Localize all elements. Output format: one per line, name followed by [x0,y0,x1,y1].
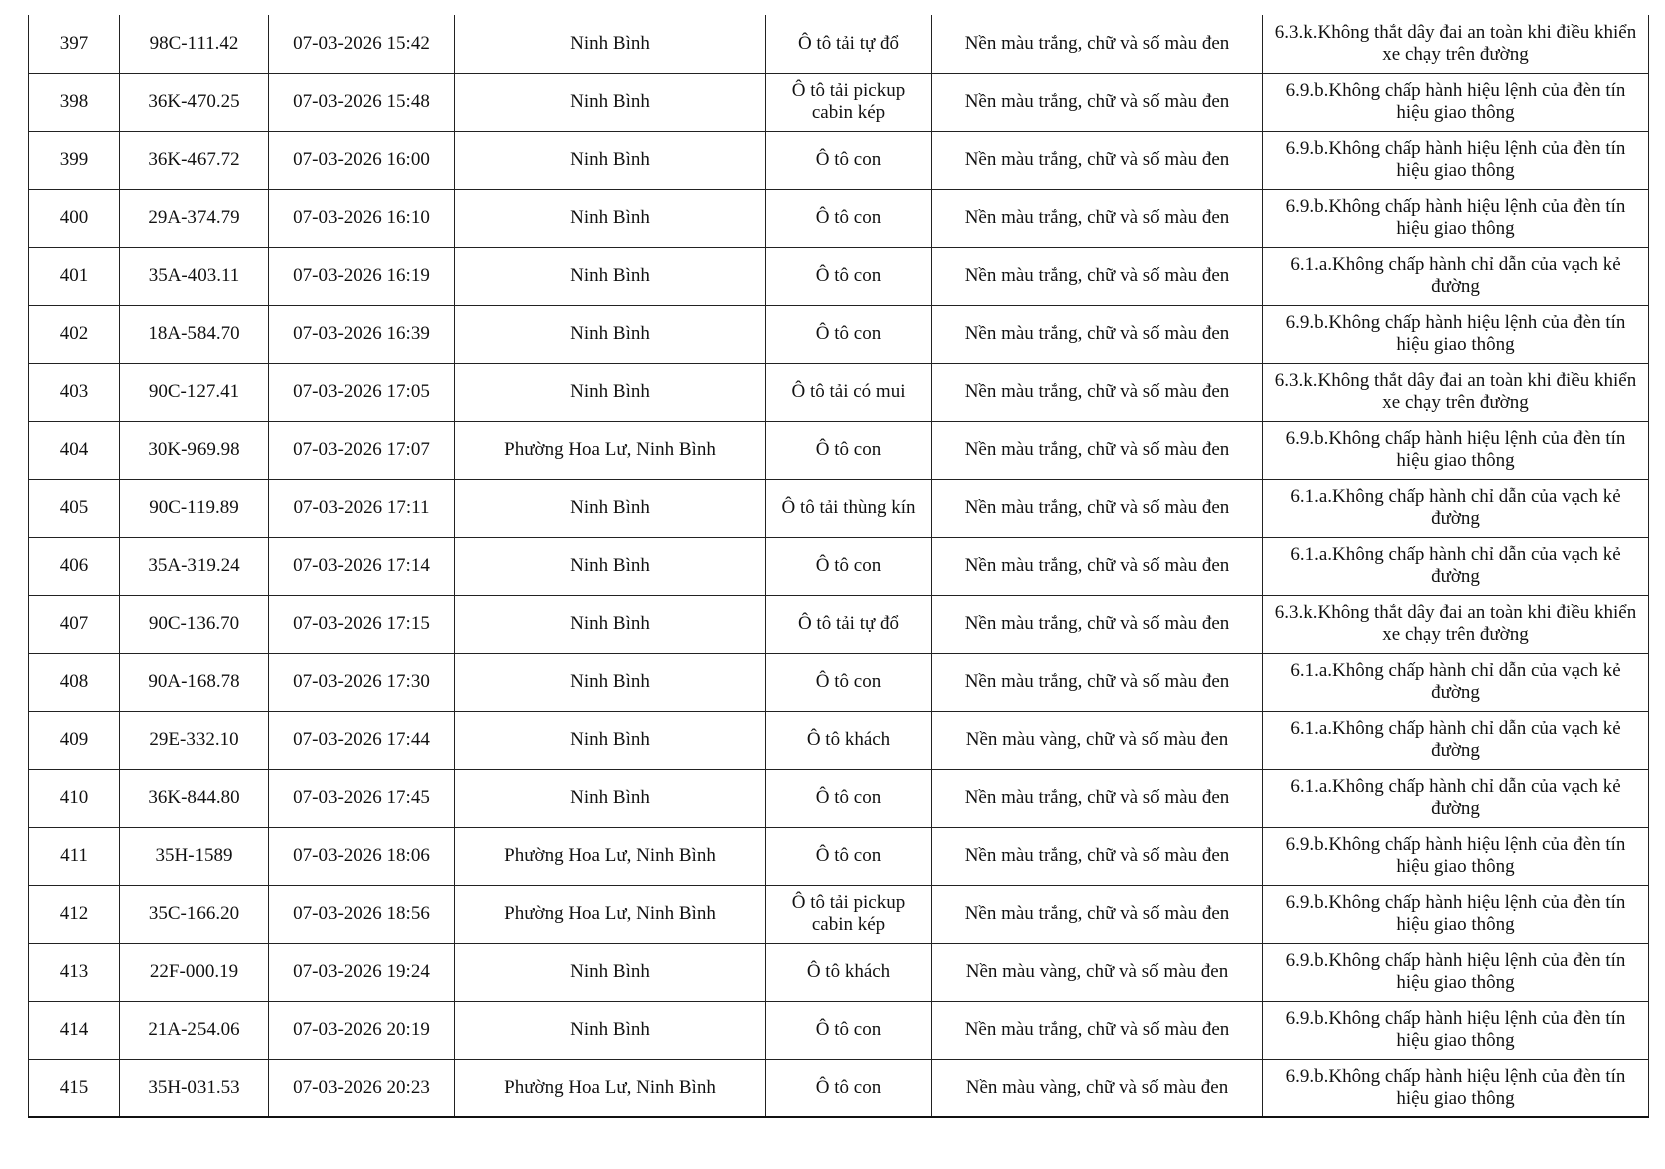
cell-stt: 402 [29,305,120,363]
cell-vehicle-type: Ô tô con [766,1059,932,1117]
cell-violation-time: 07-03-2026 17:15 [269,595,455,653]
cell-plate-color: Nền màu trắng, chữ và số màu đen [932,247,1263,305]
cell-plate-color: Nền màu vàng, chữ và số màu đen [932,1059,1263,1117]
cell-violation: 6.9.b.Không chấp hành hiệu lệnh của đèn tín hiệu giao thông [1263,827,1649,885]
cell-violation-time: 07-03-2026 15:42 [269,15,455,73]
cell-plate-number: 35A-319.24 [120,537,269,595]
table-row [29,653,1649,711]
cell-violation: 6.1.a.Không chấp hành chỉ dẫn của vạch kẻ đường [1263,479,1649,537]
cell-stt: 404 [29,421,120,479]
table-row [29,1059,1649,1117]
cell-location: Phường Hoa Lư, Ninh Bình [455,885,766,943]
cell-plate-color: Nền màu trắng, chữ và số màu đen [932,73,1263,131]
cell-vehicle-type: Ô tô con [766,1001,932,1059]
cell-violation: 6.9.b.Không chấp hành hiệu lệnh của đèn tín hiệu giao thông [1263,1059,1649,1117]
table-row [29,421,1649,479]
cell-vehicle-type: Ô tô tải tự đổ [766,15,932,73]
cell-violation-time: 07-03-2026 17:05 [269,363,455,421]
cell-violation: 6.9.b.Không chấp hành hiệu lệnh của đèn tín hiệu giao thông [1263,131,1649,189]
cell-plate-number: 90A-168.78 [120,653,269,711]
cell-location: Ninh Bình [455,943,766,1001]
cell-stt: 397 [29,15,120,73]
cell-stt: 412 [29,885,120,943]
cell-plate-color: Nền màu trắng, chữ và số màu đen [932,189,1263,247]
cell-violation: 6.9.b.Không chấp hành hiệu lệnh của đèn tín hiệu giao thông [1263,943,1649,1001]
cell-plate-number: 35H-1589 [120,827,269,885]
table-row [29,885,1649,943]
cell-vehicle-type: Ô tô con [766,653,932,711]
cell-stt: 415 [29,1059,120,1117]
cell-plate-color: Nền màu vàng, chữ và số màu đen [932,711,1263,769]
table-row [29,711,1649,769]
cell-violation: 6.1.a.Không chấp hành chỉ dẫn của vạch kẻ đường [1263,711,1649,769]
cell-violation-time: 07-03-2026 18:56 [269,885,455,943]
table-row [29,247,1649,305]
cell-violation-time: 07-03-2026 18:06 [269,827,455,885]
cell-vehicle-type: Ô tô tải pickup cabin kép [766,885,932,943]
cell-violation-time: 07-03-2026 17:30 [269,653,455,711]
cell-violation-time: 07-03-2026 19:24 [269,943,455,1001]
cell-plate-number: 90C-127.41 [120,363,269,421]
cell-location: Ninh Bình [455,479,766,537]
cell-location: Ninh Bình [455,537,766,595]
cell-plate-color: Nền màu trắng, chữ và số màu đen [932,131,1263,189]
cell-violation: 6.9.b.Không chấp hành hiệu lệnh của đèn tín hiệu giao thông [1263,421,1649,479]
table-row [29,189,1649,247]
cell-stt: 405 [29,479,120,537]
cell-plate-number: 36K-470.25 [120,73,269,131]
cell-stt: 409 [29,711,120,769]
table-row [29,537,1649,595]
cell-violation-time: 07-03-2026 20:23 [269,1059,455,1117]
cell-location: Ninh Bình [455,73,766,131]
table-row [29,305,1649,363]
cell-violation: 6.1.a.Không chấp hành chỉ dẫn của vạch kẻ đường [1263,653,1649,711]
cell-location: Ninh Bình [455,363,766,421]
cell-violation-time: 07-03-2026 17:44 [269,711,455,769]
cell-location: Ninh Bình [455,305,766,363]
cell-location: Ninh Bình [455,1001,766,1059]
cell-vehicle-type: Ô tô tải có mui [766,363,932,421]
cell-stt: 408 [29,653,120,711]
cell-plate-color: Nền màu trắng, chữ và số màu đen [932,479,1263,537]
cell-violation-time: 07-03-2026 16:00 [269,131,455,189]
cell-location: Ninh Bình [455,653,766,711]
cell-plate-number: 21A-254.06 [120,1001,269,1059]
table-row [29,363,1649,421]
cell-location: Ninh Bình [455,769,766,827]
cell-plate-number: 22F-000.19 [120,943,269,1001]
cell-plate-number: 90C-119.89 [120,479,269,537]
cell-stt: 407 [29,595,120,653]
cell-violation-time: 07-03-2026 17:45 [269,769,455,827]
cell-violation-time: 07-03-2026 15:48 [269,73,455,131]
table-row [29,1001,1649,1059]
cell-violation-time: 07-03-2026 17:07 [269,421,455,479]
cell-plate-color: Nền màu trắng, chữ và số màu đen [932,421,1263,479]
cell-location: Phường Hoa Lư, Ninh Bình [455,827,766,885]
cell-plate-number: 36K-844.80 [120,769,269,827]
cell-stt: 406 [29,537,120,595]
table-row [29,595,1649,653]
cell-vehicle-type: Ô tô con [766,305,932,363]
cell-vehicle-type: Ô tô khách [766,943,932,1001]
cell-plate-color: Nền màu trắng, chữ và số màu đen [932,537,1263,595]
cell-plate-number: 35H-031.53 [120,1059,269,1117]
cell-plate-number: 29E-332.10 [120,711,269,769]
cell-vehicle-type: Ô tô con [766,247,932,305]
cell-plate-color: Nền màu trắng, chữ và số màu đen [932,1001,1263,1059]
cell-violation: 6.3.k.Không thắt dây đai an toàn khi điều khiển xe chạy trên đường [1263,363,1649,421]
cell-plate-color: Nền màu trắng, chữ và số màu đen [932,595,1263,653]
cell-vehicle-type: Ô tô con [766,421,932,479]
cell-vehicle-type: Ô tô con [766,189,932,247]
cell-plate-number: 18A-584.70 [120,305,269,363]
cell-location: Ninh Bình [455,711,766,769]
cell-stt: 399 [29,131,120,189]
cell-plate-number: 35C-166.20 [120,885,269,943]
cell-violation: 6.1.a.Không chấp hành chỉ dẫn của vạch kẻ đường [1263,247,1649,305]
cell-plate-color: Nền màu trắng, chữ và số màu đen [932,653,1263,711]
cell-stt: 413 [29,943,120,1001]
cell-plate-color: Nền màu trắng, chữ và số màu đen [932,305,1263,363]
cell-location: Ninh Bình [455,131,766,189]
table-row [29,131,1649,189]
cell-vehicle-type: Ô tô con [766,827,932,885]
violations-table [28,15,1649,1118]
cell-location: Phường Hoa Lư, Ninh Bình [455,1059,766,1117]
cell-stt: 414 [29,1001,120,1059]
cell-violation: 6.9.b.Không chấp hành hiệu lệnh của đèn tín hiệu giao thông [1263,885,1649,943]
cell-plate-color: Nền màu vàng, chữ và số màu đen [932,943,1263,1001]
cell-vehicle-type: Ô tô khách [766,711,932,769]
cell-violation: 6.1.a.Không chấp hành chỉ dẫn của vạch kẻ đường [1263,769,1649,827]
cell-location: Ninh Bình [455,247,766,305]
cell-stt: 398 [29,73,120,131]
cell-plate-color: Nền màu trắng, chữ và số màu đen [932,15,1263,73]
cell-violation: 6.3.k.Không thắt dây đai an toàn khi điều khiển xe chạy trên đường [1263,15,1649,73]
cell-plate-number: 29A-374.79 [120,189,269,247]
cell-vehicle-type: Ô tô tải thùng kín [766,479,932,537]
table-row [29,943,1649,1001]
cell-violation-time: 07-03-2026 16:39 [269,305,455,363]
cell-violation-time: 07-03-2026 20:19 [269,1001,455,1059]
cell-stt: 400 [29,189,120,247]
cell-stt: 401 [29,247,120,305]
cell-location: Ninh Bình [455,15,766,73]
cell-vehicle-type: Ô tô tải tự đổ [766,595,932,653]
cell-violation-time: 07-03-2026 17:14 [269,537,455,595]
table-body [29,15,1649,1117]
cell-plate-number: 36K-467.72 [120,131,269,189]
cell-plate-number: 98C-111.42 [120,15,269,73]
cell-vehicle-type: Ô tô tải pickup cabin kép [766,73,932,131]
cell-violation-time: 07-03-2026 17:11 [269,479,455,537]
cell-plate-color: Nền màu trắng, chữ và số màu đen [932,885,1263,943]
cell-stt: 411 [29,827,120,885]
cell-location: Ninh Bình [455,189,766,247]
cell-violation-time: 07-03-2026 16:19 [269,247,455,305]
cell-plate-number: 30K-969.98 [120,421,269,479]
cell-violation-time: 07-03-2026 16:10 [269,189,455,247]
table-row [29,769,1649,827]
cell-vehicle-type: Ô tô con [766,537,932,595]
cell-plate-color: Nền màu trắng, chữ và số màu đen [932,769,1263,827]
cell-plate-color: Nền màu trắng, chữ và số màu đen [932,363,1263,421]
cell-violation: 6.1.a.Không chấp hành chỉ dẫn của vạch kẻ đường [1263,537,1649,595]
cell-plate-color: Nền màu trắng, chữ và số màu đen [932,827,1263,885]
cell-violation: 6.3.k.Không thắt dây đai an toàn khi điều khiển xe chạy trên đường [1263,595,1649,653]
table-row [29,73,1649,131]
table-row [29,827,1649,885]
cell-violation: 6.9.b.Không chấp hành hiệu lệnh của đèn tín hiệu giao thông [1263,73,1649,131]
cell-stt: 403 [29,363,120,421]
cell-location: Ninh Bình [455,595,766,653]
cell-vehicle-type: Ô tô con [766,769,932,827]
cell-plate-number: 90C-136.70 [120,595,269,653]
cell-location: Phường Hoa Lư, Ninh Bình [455,421,766,479]
cell-stt: 410 [29,769,120,827]
cell-vehicle-type: Ô tô con [766,131,932,189]
table-row [29,15,1649,73]
cell-plate-number: 35A-403.11 [120,247,269,305]
table-row [29,479,1649,537]
cell-violation: 6.9.b.Không chấp hành hiệu lệnh của đèn tín hiệu giao thông [1263,305,1649,363]
cell-violation: 6.9.b.Không chấp hành hiệu lệnh của đèn tín hiệu giao thông [1263,1001,1649,1059]
cell-violation: 6.9.b.Không chấp hành hiệu lệnh của đèn tín hiệu giao thông [1263,189,1649,247]
